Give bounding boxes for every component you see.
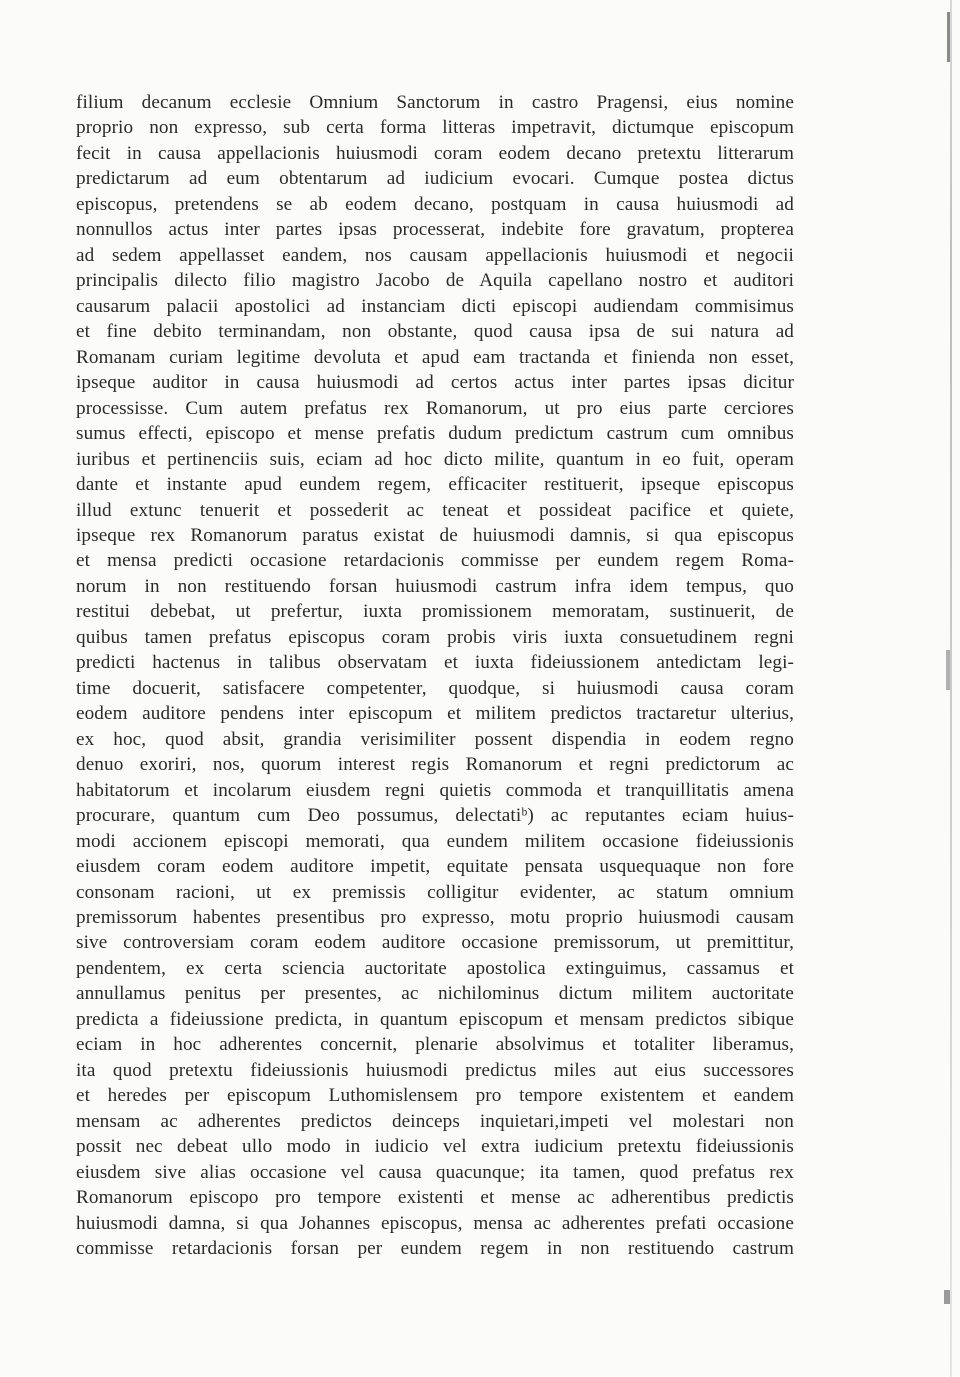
- text-line: huiusmodi damna, si qua Johannes episcopus, mensa ac adherentes prefati occasione: [76, 1212, 794, 1234]
- text-line: pendentem, ex certa sciencia auctoritate apostolica extinguimus, cassamus et: [76, 957, 794, 979]
- text-line: Romanorum episcopo pro tempore existenti et mense ac adherentibus predictis: [76, 1187, 794, 1209]
- text-line: sumus effecti, episcopo et mense prefatis dudum predictum castrum cum omnibus: [76, 423, 794, 445]
- text-line: eiusdem coram eodem auditore impetit, equitate pensata usquequaque non fore: [76, 856, 794, 878]
- scan-mark-bottom: [944, 1290, 950, 1304]
- text-line: principalis dilecto filio magistro Jacobo de Aquila capellano nostro et auditori: [76, 270, 794, 292]
- text-line: causarum palacii apostolici ad instanciam dicti episcopi audiendam commisimus: [76, 295, 794, 317]
- text-line: eciam in hoc adherentes concernit, plenarie absolvimus et totaliter liberamus,: [76, 1034, 794, 1056]
- text-line: et heredes per episcopum Luthomislensem pro tempore existentem et eandem: [76, 1085, 794, 1107]
- text-line: illud extunc tenuerit et possederit ac teneat et possideat pacifice et quiete,: [76, 499, 794, 521]
- text-line: predicta a fideiussione predicta, in quantum episcopum et mensam predictos sibique: [76, 1008, 794, 1030]
- text-line: denuo exoriri, nos, quorum interest regis Romanorum et regni predictorum ac: [76, 754, 794, 776]
- text-line: nonnullos actus inter partes ipsas processerat, indebite fore gravatum, propterea: [76, 219, 794, 241]
- text-line: et mensa predicti occasione retardacionis commisse per eundem regem Roma-: [76, 550, 794, 572]
- scan-mark-top: [947, 12, 950, 62]
- text-line: eiusdem sive alias occasione vel causa quacunque; ita tamen, quod prefatus rex: [76, 1161, 794, 1183]
- scan-page-edge: [950, 0, 952, 1377]
- text-line: dante et instante apud eundem regem, efficaciter restituerit, ipseque episcopus: [76, 474, 794, 496]
- text-line: quibus tamen prefatus episcopus coram probis viris iuxta consuetudinem regni: [76, 626, 794, 648]
- text-line: eodem auditore pendens inter episcopum et militem predictos tractaretur ulterius,: [76, 703, 794, 725]
- text-line: filium decanum ecclesie Omnium Sanctorum in castro Pragensi, eius nomine: [76, 92, 794, 113]
- text-line: Romanam curiam legitime devoluta et apud eam tractanda et finienda non esset,: [76, 346, 794, 368]
- text-line: consonam racioni, ut ex premissis colligitur evidenter, ac statum omnium: [76, 881, 794, 903]
- text-line: fecit in causa appellacionis huiusmodi coram eodem decano pretextu litterarum: [76, 142, 794, 164]
- text-line: commisse retardacionis forsan per eundem regem in non restituendo castrum: [76, 1238, 794, 1260]
- text-line: ad sedem appellasset eandem, nos causam appellacionis huiusmodi et negocii: [76, 244, 794, 266]
- text-line: ipseque rex Romanorum paratus existat de huiusmodi damnis, si qua episcopus: [76, 524, 794, 546]
- text-line: et fine debito terminandam, non obstante, quod causa ipsa de sui natura ad: [76, 321, 794, 343]
- text-line: modi accionem episcopi memorati, qua eundem militem occasione fideiussionis: [76, 830, 794, 852]
- text-line: proprio non expresso, sub certa forma litteras impetravit, dictumque episcopum: [76, 117, 794, 139]
- text-line: ex hoc, quod absit, grandia verisimiliter possent dispendia in eodem regno: [76, 728, 794, 750]
- text-line: premissorum habentes presentibus pro expresso, motu proprio huiusmodi causam: [76, 907, 794, 928]
- scan-mark-middle: [946, 650, 950, 690]
- text-line: time docuerit, satisfacere competenter, quodque, si huiusmodi causa coram: [76, 677, 794, 699]
- document-body: [76, 90, 794, 1262]
- text-line: iuribus et pertinenciis suis, eciam ad hoc dicto milite, quantum in eo fuit, operam: [76, 448, 794, 470]
- text-line: predictarum ad eum obtentarum ad iudicium evocari. Cumque postea dictus: [76, 168, 794, 190]
- text-line: processisse. Cum autem prefatus rex Romanorum, ut pro eius parte cerciores: [76, 397, 794, 419]
- text-line: procurare, quantum cum Deo possumus, delectatiᵇ) ac reputantes eciam huius-: [76, 805, 794, 827]
- text-line: episcopus, pretendens se ab eodem decano, postquam in causa huiusmodi ad: [76, 193, 794, 215]
- text-line: annullamus penitus per presentes, ac nichilominus dictum militem auctoritate: [76, 983, 794, 1005]
- text-line: habitatorum et incolarum eiusdem regni quietis commoda et tranquillitatis amena: [76, 779, 794, 801]
- text-line: restitui debebat, ut prefertur, iuxta promissionem memoratam, sustinuerit, de: [76, 601, 794, 623]
- text-line: mensam ac adherentes predictos deinceps inquietari,impeti vel molestari non: [76, 1110, 794, 1132]
- text-line: possit nec debeat ullo modo in iudicio vel extra iudicium pretextu fideiussionis: [76, 1136, 794, 1158]
- text-line: sive controversiam coram eodem auditore occasione premissorum, ut premittitur,: [76, 932, 794, 954]
- text-line: predicti hactenus in talibus observatam et iuxta fideiussionem antedictam legi-: [76, 652, 794, 674]
- text-line: ipseque auditor in causa huiusmodi ad certos actus inter partes ipsas dicitur: [76, 372, 794, 394]
- text-line: norum in non restituendo forsan huiusmodi castrum infra idem tempus, quo: [76, 575, 794, 597]
- text-line: ita quod pretextu fideiussionis huiusmodi predictus miles aut eius successores: [76, 1059, 794, 1081]
